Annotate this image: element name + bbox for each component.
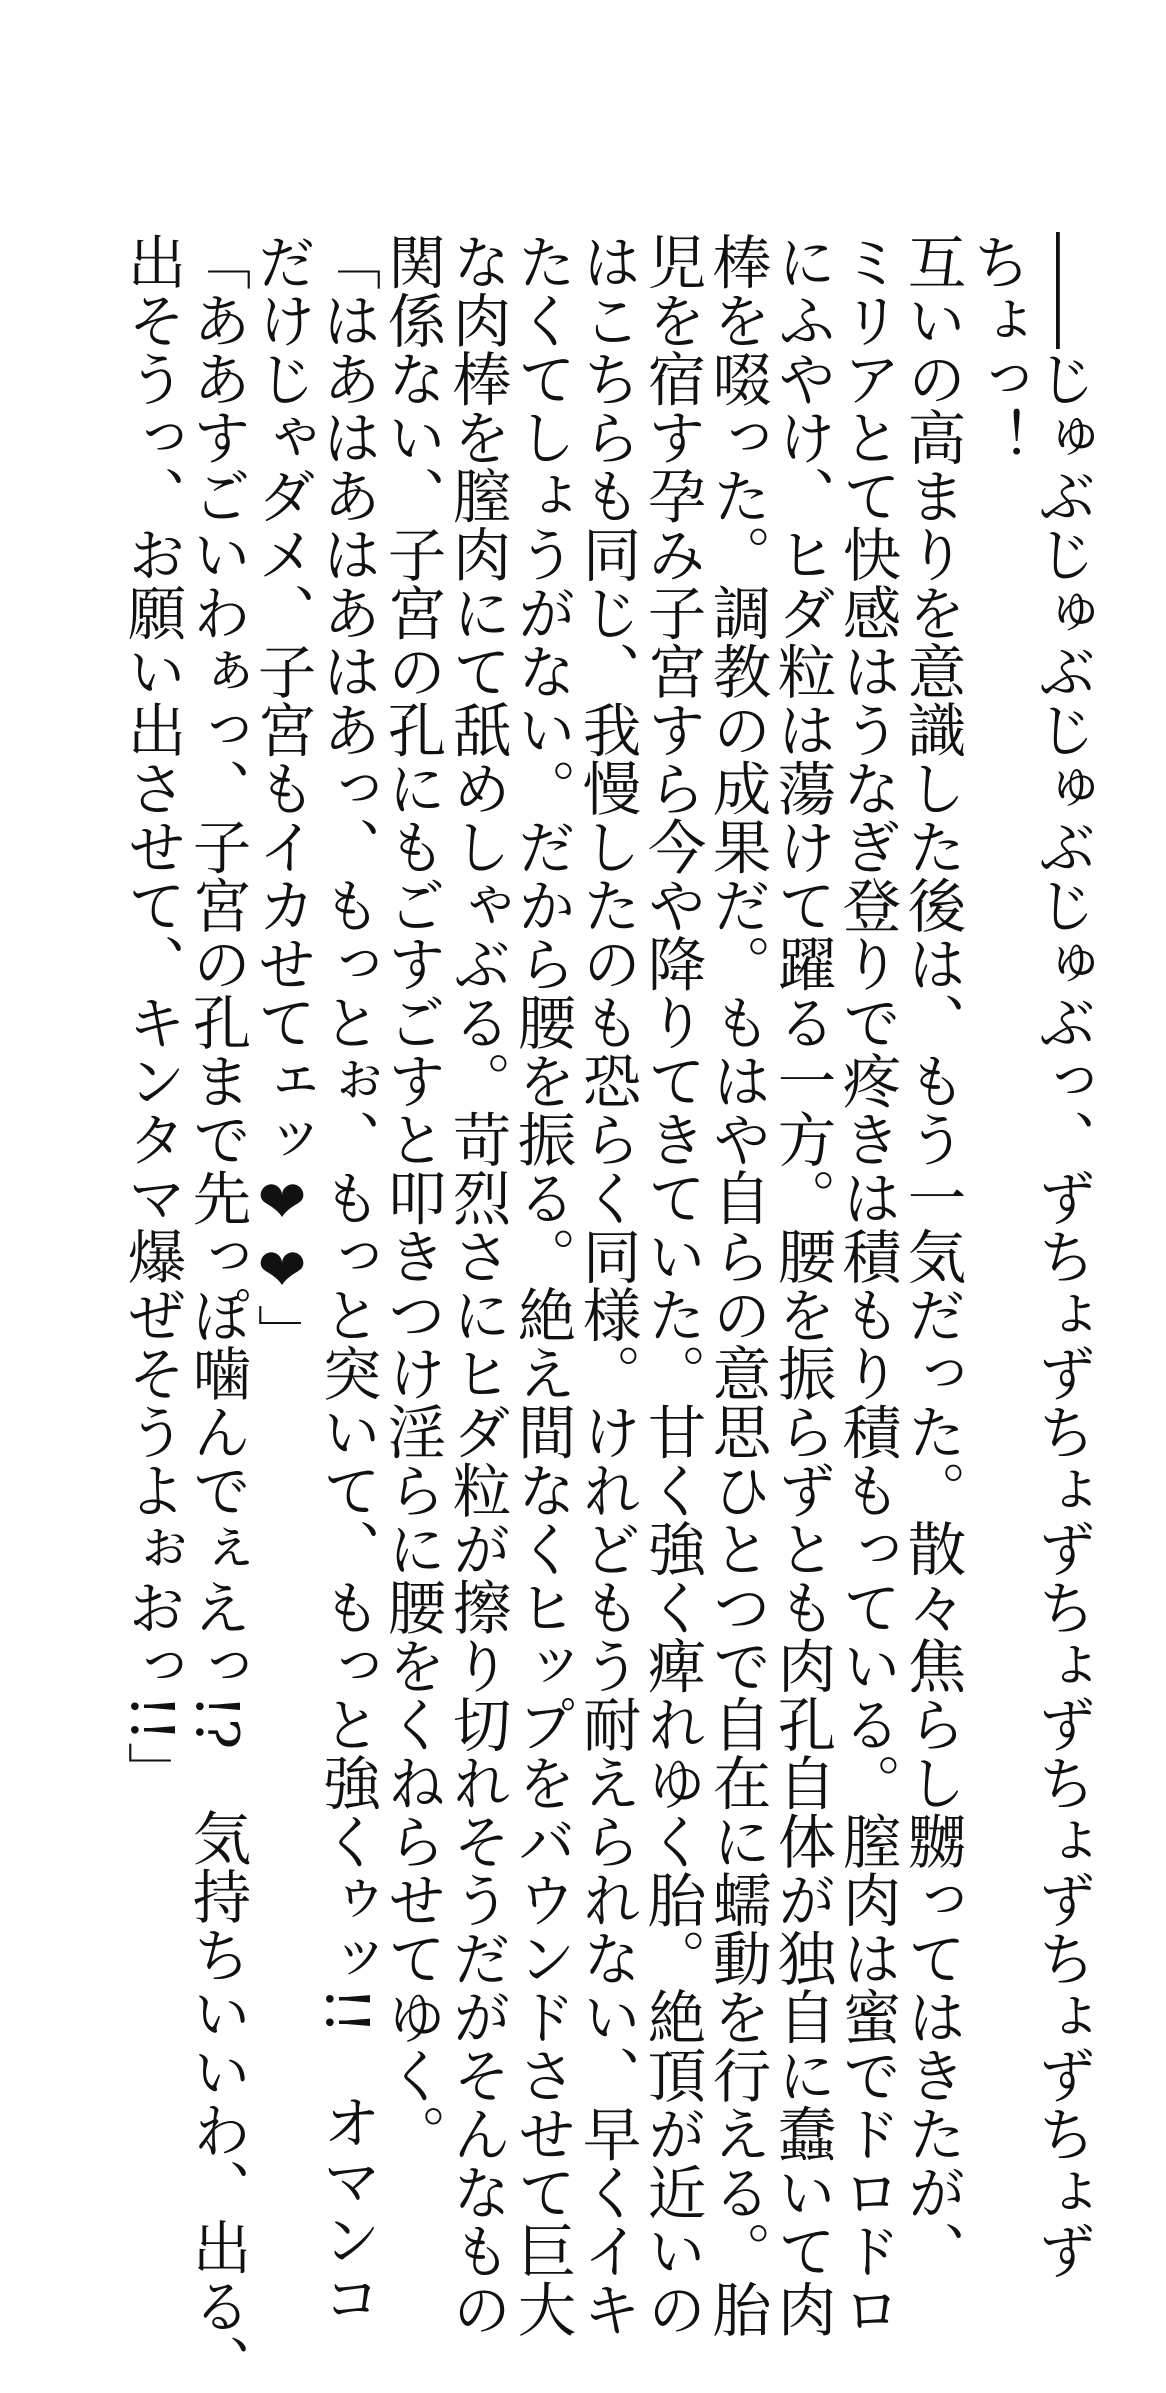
text-line: 児を宿す孕み子宮すら今や降りてきていた。甘く強く痺れゆく胎。絶頂が近いの — [638, 232, 706, 2338]
text-line: にふやけ、ヒダ粒は蕩けて躍る一方。腰を振らずとも肉孔自体が独自に蠢いて肉 — [768, 232, 836, 2338]
text-line: 棒を啜った。調教の成果だ。もはや自らの意思ひとつで自在に蠕動を行える。胎 — [703, 232, 771, 2338]
text-line: 互いの高まりを意識した後は、もう一気だった。散々焦らし嬲ってはきたが、 — [898, 232, 966, 2280]
text-line: 「はあはあはあはあっ、もっとぉ、もっと突いて、もっと強くゥッ!! オマンコ — [313, 232, 381, 2327]
text-line: はこちらも同じ、我慢したのも恐らく同様。けれどもう耐えられない、早くイキ — [573, 232, 641, 2338]
text-line: ――じゅぶじゅぶじゅぶじゅぶっ、ずちょずちょずちょずちょずちょずちょず — [1028, 232, 1096, 2280]
vertical-text-block — [118, 232, 1096, 2393]
text-line: な肉棒を膣肉にて舐めしゃぶる。苛烈さにヒダ粒が擦り切れそうだがそんなもの — [443, 232, 511, 2338]
text-line: だけじゃダメ、子宮もイカせてェッ❤❤」 — [248, 232, 316, 1363]
text-line: たくてしょうがない。だから腰を振る。絶え間なくヒップをバウンドさせて巨大 — [508, 232, 576, 2338]
text-line: ちょっ！ — [963, 232, 1031, 466]
text-line: ミリアとて快感はうなぎ登りで疼きは積もり積もっている。膣肉は蜜でドロドロ — [833, 232, 901, 2338]
text-line: 「ああすごいわぁっ、子宮の孔まで先っぽ噛んでぇえっ!? 気持ちいいわ、出る、 — [183, 232, 251, 2393]
text-line: 出そうっ、お願い出させて、キンタマ爆ぜそうよぉおっ!!」 — [118, 232, 186, 1801]
text-line: 関係ない、子宮の孔にもごすごすと叩きつけ淫らに腰をくねらせてゆく。 — [378, 232, 446, 2163]
